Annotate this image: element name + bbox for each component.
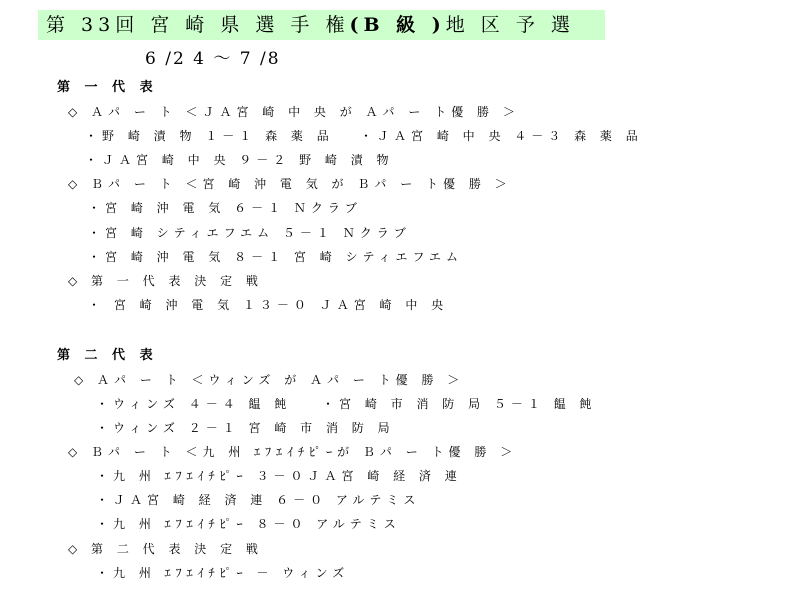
daiichi-final-header: ◇ 第 一 代 表 決 定 戦: [68, 274, 263, 288]
date-range: 6 /2 4 〜 7 /8: [145, 49, 281, 69]
title-class: (B 級 ): [349, 14, 446, 36]
daiichi-a-part-header: ◇ Ａパ ー ト ＜ＪＡ宮 崎 中 央 が Ａパ ー ト優 勝 ＞: [68, 105, 520, 119]
result-item: ・九 州 ｴﾌｴｲﾁﾋﾟｰ ３－０ＪＡ宮 崎 経 済 連: [96, 469, 462, 483]
page-title: [38, 10, 605, 40]
result-item: ・宮 崎 沖 電 気 ６－１ Ｎクラブ: [88, 201, 362, 215]
title-suffix: 地 区 予 選: [445, 14, 575, 36]
result-item: ・野 崎 漬 物 １－１ 森 薬 品: [85, 129, 334, 143]
result-item: ・九 州 ｴﾌｴｲﾁﾋﾟｰ ８－０ アルテミス: [96, 517, 401, 531]
result-item: ・ＪＡ宮 崎 中 央 ４－３ 森 薬 品: [360, 129, 643, 143]
section-heading-daiichi: 第 一 代 表: [57, 80, 158, 95]
result-item: ・九 州 ｴﾌｴｲﾁﾋﾟｰ － ウィンズ: [96, 566, 350, 580]
daini-a-results-row-1: [96, 396, 597, 412]
daiichi-a-results-row-1: [85, 128, 643, 144]
result-item: ・ 宮 崎 沖 電 気 １３－０ ＪＡ宮 崎 中 央: [88, 298, 449, 312]
title-prefix: 第 33回 宮 崎 県 選 手 権: [46, 14, 350, 36]
result-item: ・ＪＡ宮 崎 経 済 連 ６－０ アルテミス: [96, 493, 421, 507]
daini-final-header: ◇ 第 二 代 表 決 定 戦: [68, 542, 263, 556]
result-item: ・宮 崎 沖 電 気 ８－１ 宮 崎 シティエフエム: [88, 250, 463, 264]
result-item: ・宮 崎 市 消 防 局 ５－１ 饂 飩: [322, 397, 597, 411]
result-item: ・ウィンズ ４－４ 饂 飩: [96, 397, 292, 411]
daini-a-part-header: ◇ Ａパ ー ト ＜ウィンズ が Ａパ ー ト優 勝 ＞: [74, 373, 465, 387]
daiichi-b-part-header: ◇ Ｂパ ー ト ＜宮 崎 沖 電 気 が Ｂパ ー ト優 勝 ＞: [68, 177, 512, 191]
result-item: ・ＪＡ宮 崎 中 央 ９－２ 野 崎 漬 物: [85, 153, 394, 167]
result-item: ・宮 崎 シティエフエム ５－１ Ｎクラブ: [88, 226, 411, 240]
result-item: ・ウィンズ ２－１ 宮 崎 市 消 防 局: [96, 421, 395, 435]
section-heading-daini: 第 二 代 表: [57, 348, 158, 363]
daini-b-part-header: ◇ Ｂパ ー ト ＜九 州 ｴﾌｴｲﾁﾋﾟｰが Ｂパ ー ト優 勝 ＞: [68, 445, 518, 459]
